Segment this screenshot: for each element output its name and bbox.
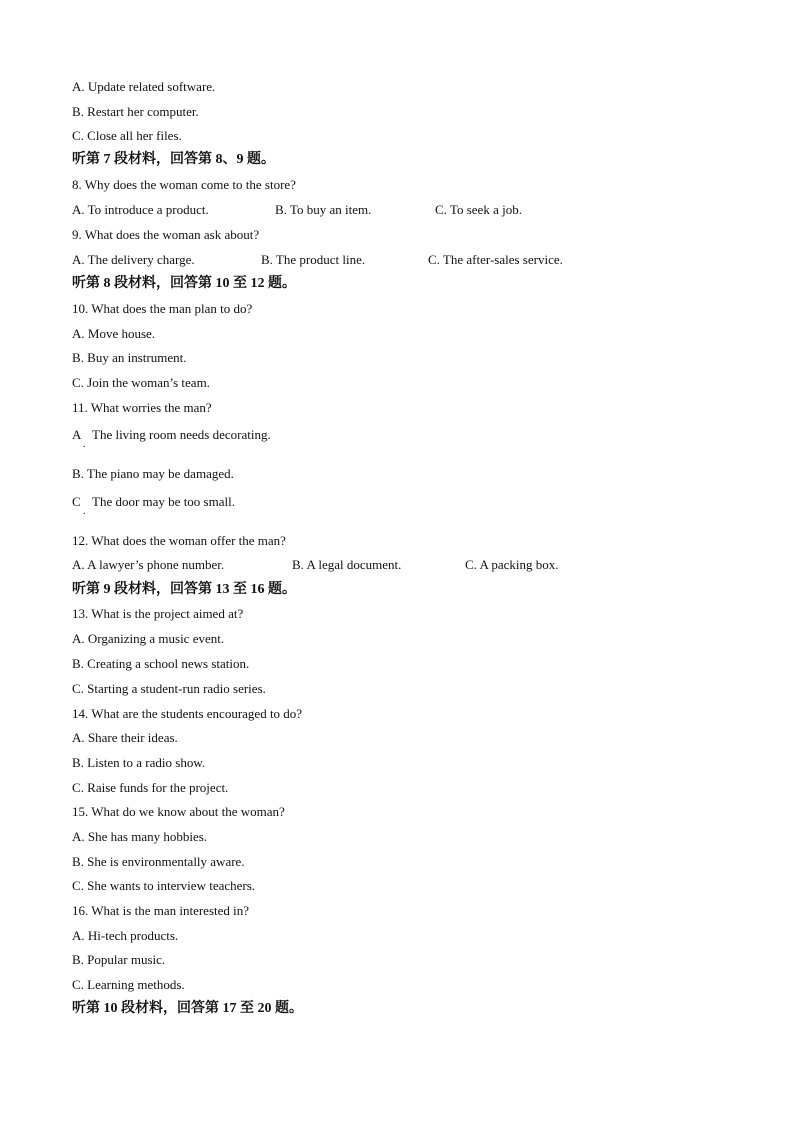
answer-option: B. She is environmentally aware. bbox=[72, 854, 245, 869]
answer-option bbox=[72, 427, 472, 453]
option-letter-dot: . bbox=[83, 506, 86, 517]
answer-option: A. She has many hobbies. bbox=[72, 829, 208, 844]
answer-option: B. To buy an item. bbox=[275, 202, 372, 217]
question-text: 12. What does the woman offer the man? bbox=[72, 533, 286, 548]
section-heading: 听第 10 段材料，回答第 17 至 20 题。 bbox=[72, 1001, 303, 1016]
answer-option: C. Raise funds for the project. bbox=[72, 780, 229, 795]
answer-option: B. A legal document. bbox=[292, 557, 402, 572]
answer-option: A. Share their ideas. bbox=[72, 730, 178, 745]
answer-option bbox=[72, 494, 472, 520]
answer-option: B. The product line. bbox=[261, 252, 366, 267]
answer-option: B. Listen to a radio show. bbox=[72, 755, 206, 770]
answer-options-row bbox=[72, 557, 722, 573]
question-text: 16. What is the man interested in? bbox=[72, 903, 250, 918]
answer-option: C. Learning methods. bbox=[72, 977, 185, 992]
option-text: The living room needs decorating. bbox=[92, 427, 271, 442]
answer-option: C. Join the woman’s team. bbox=[72, 375, 210, 390]
answer-option: C. Close all her files. bbox=[72, 128, 182, 143]
option-letter bbox=[72, 494, 86, 517]
section-heading: 听第 8 段材料，回答第 10 至 12 题。 bbox=[72, 276, 296, 291]
option-letter-text: C bbox=[72, 494, 81, 509]
answer-option: A. To introduce a product. bbox=[72, 202, 209, 217]
answer-option: C. To seek a job. bbox=[435, 202, 522, 217]
answer-option: A. Move house. bbox=[72, 326, 156, 341]
answer-option: A. The delivery charge. bbox=[72, 252, 195, 267]
question-text: 9. What does the woman ask about? bbox=[72, 227, 260, 242]
option-letter bbox=[72, 427, 86, 450]
answer-option: C. She wants to interview teachers. bbox=[72, 878, 256, 893]
answer-option: B. Buy an instrument. bbox=[72, 350, 187, 365]
answer-options-row bbox=[72, 252, 722, 268]
answer-option: A. Update related software. bbox=[72, 79, 216, 94]
answer-option: B. Restart her computer. bbox=[72, 104, 199, 119]
section-heading: 听第 7 段材料，回答第 8、9 题。 bbox=[72, 152, 275, 167]
option-text: The door may be too small. bbox=[92, 494, 235, 509]
answer-option: B. Creating a school news station. bbox=[72, 656, 250, 671]
question-text: 14. What are the students encouraged to do? bbox=[72, 706, 303, 721]
answer-option: C. The after-sales service. bbox=[428, 252, 563, 267]
answer-option: C. A packing box. bbox=[465, 557, 559, 572]
answer-option: A. Hi-tech products. bbox=[72, 928, 179, 943]
answer-option: C. Starting a student-run radio series. bbox=[72, 681, 266, 696]
question-text: 10. What does the man plan to do? bbox=[72, 301, 253, 316]
answer-option: B. Popular music. bbox=[72, 952, 166, 967]
answer-option: B. The piano may be damaged. bbox=[72, 466, 234, 481]
section-heading: 听第 9 段材料，回答第 13 至 16 题。 bbox=[72, 582, 296, 597]
answer-option: A. Organizing a music event. bbox=[72, 631, 225, 646]
option-letter-text: A bbox=[72, 427, 82, 442]
question-text: 11. What worries the man? bbox=[72, 400, 212, 415]
answer-options-row bbox=[72, 202, 722, 218]
question-text: 15. What do we know about the woman? bbox=[72, 804, 285, 819]
answer-option: A. A lawyer’s phone number. bbox=[72, 557, 225, 572]
option-letter-dot: . bbox=[83, 439, 86, 450]
question-text: 13. What is the project aimed at? bbox=[72, 606, 244, 621]
question-text: 8. Why does the woman come to the store? bbox=[72, 177, 296, 192]
